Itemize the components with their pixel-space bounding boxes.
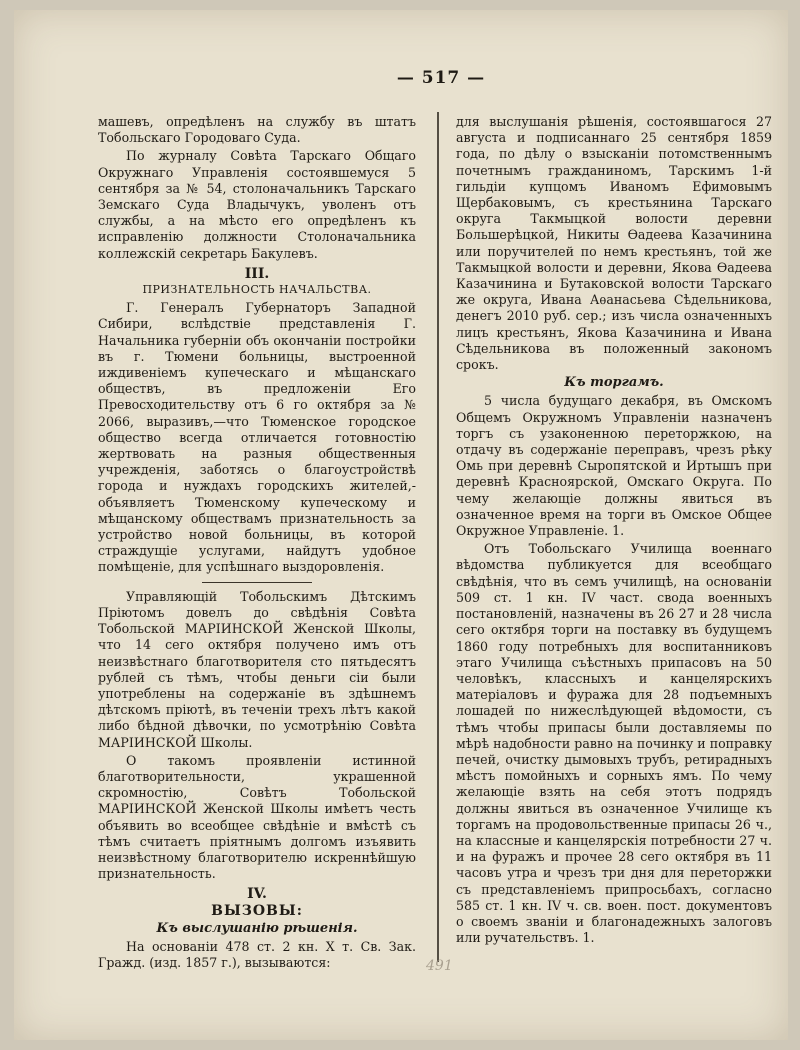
left-column [98,114,416,973]
paragraph: Г. Генералъ Губернаторъ Западной Сибири, вслѣдствіе представленія Г. Начальника губерніи объ окончаніи постройки въ г. Тюмени больницы, выстроенной иждивеніемъ купеческаго и мѣщанскаго обществъ, въ предложеніи Его Превосходительству отъ 6 го октября за № 2066, выразивъ,—что Тюменское городское общество всегда отличается готовностію жертвовать на разныя общественныя учрежденія, заботясь о благоустройствѣ города и нуждахъ городскихъ жителей,-объявляетъ Тюменскому купеческому и мѣщанскому обществамъ признательность за устройство новой больницы, въ которой страждущіе услугами, найдутъ удобное помѣщеніе, для успѣшнаго выздоровленія. [98,300,416,575]
section-title: ВЫЗОВЫ: [211,902,303,919]
paragraph: 5 числа будущаго декабря, въ Омскомъ Общемъ Окружномъ Управленіи назначенъ торгъ съ узаконенною переторжкою, на отдачу въ содержаніе переправъ, чрезъ рѣку Омь при деревнѣ Сыропятской и Иртышъ при деревнѣ Красноярской, Омскаго Округа. По чему желающіе должны явиться въ означенное время на торги въ Омское Общее Окружное Управленіе. 1. [456,393,772,539]
pencil-note: 491 [426,958,453,974]
right-column [456,114,772,948]
separator-rule [202,582,312,583]
paragraph: Управляющій Тобольскимъ Дѣтскимъ Пріютомъ довелъ до свѣдѣнія Совѣта Тобольской МАРІИНСКОЙ Женской Школы, что 14 сего октября получено имъ отъ неизвѣстнаго благотворителя сто пятьдесятъ рублей съ тѣмъ, чтобы деньги сіи были употреблены на содержаніе въ здѣшнемъ дѣтскомъ пріютѣ, въ теченіи трехъ лѣтъ какой либо бѣдной дѣвочки, по усмотрѣнію Совѣта МАРІИНСКОЙ Школы. [98,588,416,750]
paragraph: По журналу Совѣта Тарскаго Общаго Окружнаго Управленія состоявшемуся 5 сентября за № 54, столоначальникъ Тарскаго Земскаго Суда Владычукъ, уволенъ отъ службы, а на мѣсто его опредѣленъ къ исправленію должности Столоначальника коллежскій секретарь Бакулевъ. [98,148,416,261]
subheading: Къ торгамъ. [564,375,664,391]
paragraph: На основаніи 478 ст. 2 кн. X т. Св. Зак. Гражд. (изд. 1857 г.), вызываются: [98,938,416,971]
paragraph: О такомъ проявленіи истинной благотворительности, украшенной скромностію, Совѣтъ Тобольской МАРІИНСКОЙ Женской Школы имѣетъ честь объявить во всеобщее свѣдѣніе и вмѣстѣ съ тѣмъ считаетъ пріятнымъ долгомъ изъявить неизвѣстному благотворителю искреннѣйшую признательность. [98,752,416,882]
paragraph: Отъ Тобольскаго Училища военнаго вѣдомства публикуется для всеобщаго свѣдѣнія, что въ семъ училищѣ, на основаніи 509 ст. 1 кн. IV част. свода военныхъ постановленій, назначены въ 26 27 и 28 числа сего октября торги на поставку въ будущемъ 1860 году потребныхъ для воспитанниковъ этаго Училища съѣстныхъ припасовъ на 50 человѣкъ, классныхъ и канцелярскихъ матеріаловъ и фуража для 28 подъемныхъ лошадей по нижеслѣдующей вѣдомости, съ тѣмъ чтобы припасы были доставляемы по мѣрѣ надобности равно на починку и поправку печей, очистку дымовыхъ трубъ, ретирадныхъ мѣстъ помойныхъ и сорныхъ ямъ. По чему желающіе взять на себя этотъ подрядъ должны явиться въ означенное Училище къ торгамъ на продовольственные припасы 26 ч., на классные и канцелярскія потребности 27 ч. и на фуражъ и прочее 28 сего октября въ 11 часовъ утра и чрезъ три дня для переторжки съ представленіемъ припросьбахъ, согласно 585 ст. 1 кн. IV ч. св. воен. пост. документовъ о своемъ званіи и благонадежныхъ залоговъ или ручательствъ. 1. [456,541,772,946]
paragraph: для выслушанія рѣшенія, состоявшагося 27 августа и подписаннаго 25 сентября 1859 года, по дѣлу о взысканіи потомственнымъ почетнымъ гражданиномъ, Тарскимъ 1-й гильдіи купцомъ Иваномъ Ефимовымъ Щербаковымъ, съ крестьянина Тарскаго округа Такмыцкой волости деревни Большерѣцкой, Никиты Ѳадеева Казачинина или поручителей по немъ крестьянъ, той же Такмыцкой волости и деревни, Якова Ѳадеева Казачинина и Бутаковской волости Тарскаго же округа, Ивана Аѳанасьева Сѣдельникова, денегъ 2010 руб. сер.; изъ числа означенныхъ лицъ крестьянъ, Якова Казачинина и Ивана Сѣдельникова въ положенный закономъ срокъ. [456,114,772,373]
section-number: IV. [247,886,267,903]
subheading: Къ выслушанію рѣшенія. [156,920,358,936]
section-title: ПРИЗНАТЕЛЬНОСТЬ НАЧАЛЬСТВА. [142,283,372,297]
page-number: — 517 — [396,68,486,88]
section-number: III. [244,265,270,282]
column-divider [437,112,439,962]
paragraph: машевъ, опредѣленъ на службу въ штатъ Тобольскаго Городоваго Суда. [98,114,416,146]
newspaper-page [14,10,788,1040]
